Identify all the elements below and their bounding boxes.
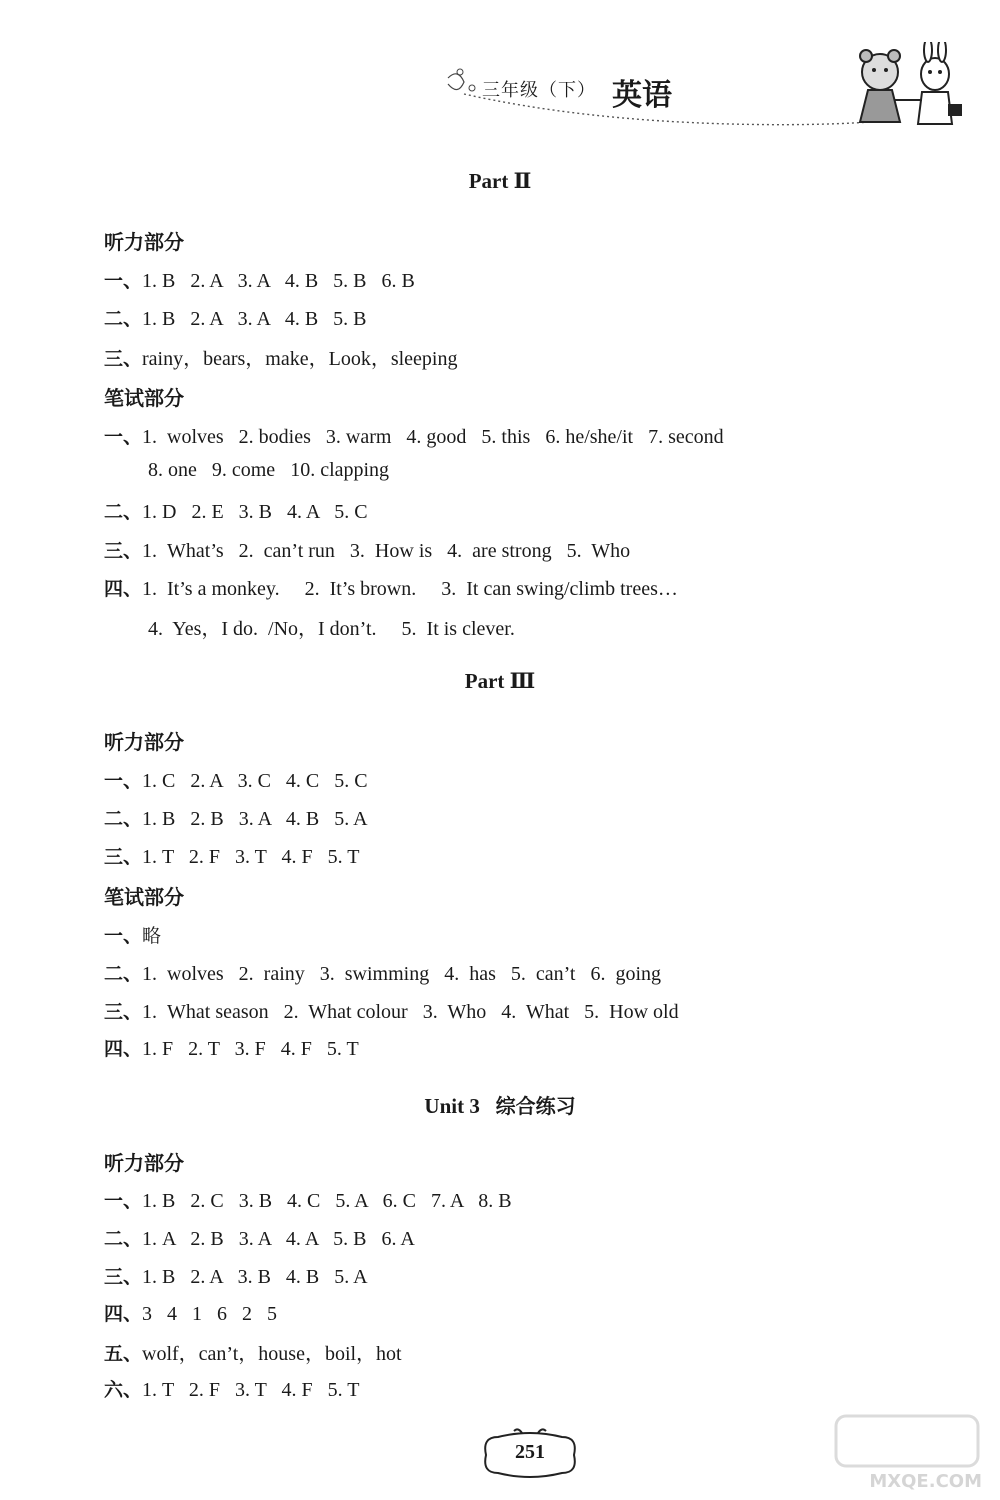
- part2-listening-item-1: 一、1. B 2. A 3. A 4. B 5. B 6. B: [104, 270, 415, 292]
- unit3-listening-item-2: 二、1. A 2. B 3. A 4. A 5. B 6. A: [104, 1228, 415, 1250]
- part2-writing-item-1-cont: 8. one 9. come 10. clapping: [148, 459, 390, 481]
- part3-listening-item-1: 一、1. C 2. A 3. C 4. C 5. C: [104, 770, 368, 792]
- unit3-listening-item-3: 三、1. B 2. A 3. B 4. B 5. A: [104, 1266, 368, 1288]
- unit3-listening-item-5: 五、wolf，can’t，house，boil，hot: [104, 1343, 402, 1365]
- part3-writing-item-2: 二、1. wolves 2. rainy 3. swimming 4. has 5. can’t 6. going: [104, 963, 662, 985]
- watermark-text: MXQE.COM: [869, 1471, 982, 1492]
- part3-listening-item-2: 二、1. B 2. B 3. A 4. B 5. A: [104, 808, 368, 830]
- part2-writing-item-2: 二、1. D 2. E 3. B 4. A 5. C: [104, 501, 368, 523]
- part2-writing-heading: 笔试部分: [104, 386, 184, 410]
- part2-writing-item-4: 四、1. It’s a monkey. 2. It’s brown. 3. It can swing/climb trees…: [104, 578, 678, 600]
- unit3-listening-heading: 听力部分: [104, 1151, 184, 1175]
- page-number-text: 251: [515, 1441, 545, 1463]
- unit3-title-cn: 综合练习: [495, 1094, 576, 1118]
- unit3-listening-item-4: 四、3 4 1 6 2 5: [104, 1303, 278, 1325]
- watermark: [832, 1412, 982, 1492]
- unit3-listening-item-6: 六、1. T 2. F 3. T 4. F 5. T: [104, 1379, 360, 1401]
- part3-writing-heading: 笔试部分: [104, 885, 184, 909]
- part2-writing-item-3: 三、1. What’s 2. can’t run 3. How is 4. are strong 5. Who: [104, 540, 631, 562]
- page-number: [478, 1425, 582, 1485]
- part3-title: Part Ⅲ: [464, 669, 536, 693]
- subject-label: 英语: [612, 78, 672, 113]
- unit3-title-en: Unit 3: [424, 1094, 480, 1118]
- bear-rabbit-mascot-icon: [850, 42, 970, 132]
- part2-listening-item-2: 二、1. B 2. A 3. A 4. B 5. B: [104, 308, 367, 330]
- unit3-listening-item-1: 一、1. B 2. C 3. B 4. C 5. A 6. C 7. A 8. B: [104, 1190, 512, 1212]
- unit3-title: [0, 1090, 1000, 1119]
- part2-writing-item-4-cont: 4. Yes，I do. /No，I don’t. 5. It is clever.: [148, 618, 515, 640]
- part2-writing-item-1: 一、1. wolves 2. bodies 3. warm 4. good 5. this 6. he/she/it 7. second: [104, 426, 724, 448]
- grade-label: 三年级（下）: [482, 80, 596, 101]
- part2-title: Part Ⅱ: [468, 169, 532, 193]
- part3-writing-item-4: 四、1. F 2. T 3. F 4. F 5. T: [104, 1038, 359, 1060]
- part3-writing-item-3: 三、1. What season 2. What colour 3. Who 4. What 5. How old: [104, 1001, 679, 1023]
- part2-listening-heading: 听力部分: [104, 230, 184, 254]
- page-header: [430, 50, 880, 130]
- part3-writing-item-1: 一、略: [104, 925, 162, 947]
- part2-listening-item-3: 三、rainy，bears，make，Look，sleeping: [104, 348, 458, 370]
- watermark-seal-icon: [832, 1412, 982, 1472]
- part3-listening-item-3: 三、1. T 2. F 3. T 4. F 5. T: [104, 846, 360, 868]
- part3-listening-heading: 听力部分: [104, 730, 184, 754]
